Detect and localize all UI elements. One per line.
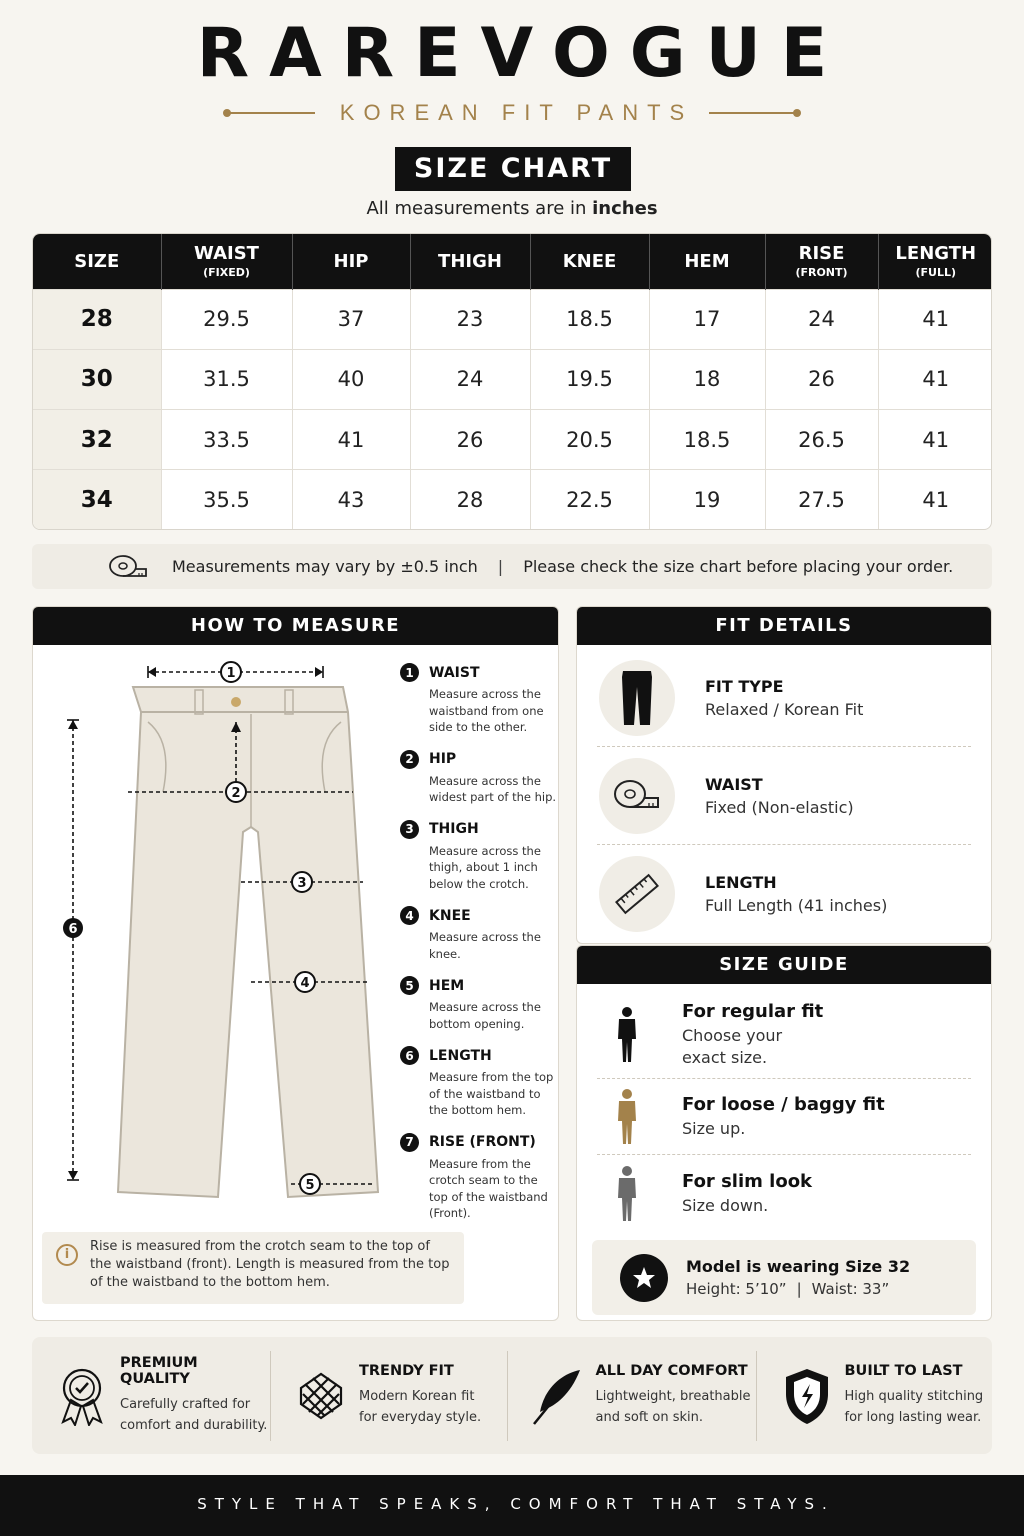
guide-item-regular [597, 991, 971, 1079]
col-header-rise: RISE (FRONT) [765, 234, 878, 289]
person-icon [597, 1006, 657, 1064]
step-title: THIGH [429, 821, 479, 837]
table-cell: 18.5 [530, 289, 649, 349]
units-note-prefix: All measurements are in [366, 198, 593, 219]
table-row [33, 470, 992, 529]
table-cell: 18 [649, 349, 765, 409]
table-cell: 37 [292, 289, 410, 349]
features-bar [32, 1337, 992, 1454]
step-title: HEM [429, 977, 465, 994]
person-icon [597, 1088, 657, 1146]
table-cell: 41 [878, 289, 992, 349]
table-cell: 26 [765, 349, 878, 409]
person-icon [597, 1165, 657, 1223]
table-cell: 41 [878, 470, 992, 529]
step-desc: Measure across the bottom opening. [429, 1000, 541, 1031]
guide-label: For loose / baggy fit [682, 1094, 885, 1115]
feature-title: PREMIUM QUALITY [120, 1355, 198, 1387]
step-rise [400, 1133, 559, 1222]
how-to-measure-panel [32, 606, 559, 1321]
table-cell: 28 [410, 470, 530, 529]
model-info [592, 1240, 976, 1315]
step-title: KNEE [429, 907, 471, 924]
table-row [33, 349, 992, 409]
size-cell: 28 [33, 289, 161, 349]
table-cell: 43 [292, 470, 410, 529]
guide-item-loose [597, 1080, 971, 1155]
step-hip [400, 750, 559, 806]
col-header-waist: WAIST (FIXED) [161, 234, 292, 289]
units-note-unit: inches [592, 198, 658, 219]
guide-value: Size down. [682, 1195, 769, 1215]
table-cell: 40 [292, 349, 410, 409]
table-cell: 31.5 [161, 349, 292, 409]
measure-steps [400, 663, 559, 1236]
step-title: HIP [429, 751, 457, 767]
check-text: Please check the size chart before placing your order. [523, 557, 954, 576]
feature-desc: High quality stitching for long lasting wear. [844, 1389, 984, 1425]
table-cell: 27.5 [765, 470, 878, 529]
step-number: 6 [400, 1046, 419, 1065]
table-cell: 20.5 [530, 410, 649, 470]
step-hem [400, 976, 559, 1032]
feather-icon [530, 1366, 586, 1426]
fit-item-length [597, 845, 971, 943]
step-number: 3 [400, 820, 419, 839]
diagram-label: 2 [231, 786, 241, 801]
ruler-icon [599, 856, 675, 932]
pants-icon [599, 660, 675, 736]
model-size: Model is wearing Size 32 [686, 1257, 911, 1276]
model-waist: Waist: 33” [811, 1280, 890, 1298]
fit-value: Full Length (41 inches) [705, 896, 888, 915]
fit-item-fit-type [597, 649, 971, 747]
model-height: Height: 5’10” [686, 1280, 787, 1298]
fit-value: Fixed (Non-elastic) [705, 797, 854, 817]
step-number: 2 [400, 750, 419, 769]
col-header-hem: HEM [649, 234, 765, 289]
diagram-label: 4 [300, 976, 310, 991]
size-cell: 32 [33, 410, 161, 470]
shield-icon [779, 1366, 835, 1426]
table-cell: 24 [410, 349, 530, 409]
step-title: RISE (FRONT) [429, 1134, 536, 1150]
col-header-length: LENGTH (FULL) [878, 234, 992, 289]
size-guide-title: SIZE GUIDE [577, 946, 991, 984]
tape-measure-icon [599, 758, 675, 834]
brand-subtitle: KOREAN FIT PANTS [339, 100, 694, 125]
col-header-hip: HIP [292, 234, 410, 289]
feature-desc: Carefully crafted for comfort and durability. [120, 1397, 268, 1433]
footer-tagline: STYLE THAT SPEAKS, COMFORT THAT STAYS. [0, 1475, 1024, 1536]
guide-value: Choose your exact size. [682, 1025, 783, 1067]
size-guide-panel [576, 945, 992, 1321]
rosette-check-icon [54, 1366, 110, 1426]
fit-label: WAIST [705, 774, 763, 794]
diagram-label: 1 [226, 666, 236, 681]
feature-desc: Lightweight, breathable and soft on skin. [595, 1389, 751, 1425]
step-desc: Measure from the crotch seam to the top of the waistband (Front). [429, 1156, 548, 1220]
fit-details-title: FIT DETAILS [577, 607, 991, 645]
table-cell: 26.5 [765, 410, 878, 470]
step-desc: Measure across the knee. [429, 930, 541, 961]
divider-right [709, 112, 799, 114]
notice-separator: | [497, 557, 504, 576]
fit-item-waist [597, 747, 971, 845]
table-row [33, 410, 992, 470]
rise-length-info [42, 1232, 464, 1304]
table-row [33, 289, 992, 349]
table-cell: 41 [878, 410, 992, 470]
guide-label: For slim look [682, 1170, 813, 1192]
guide-item-slim [597, 1156, 971, 1231]
fit-value: Relaxed / Korean Fit [705, 699, 864, 719]
step-thigh [400, 820, 559, 893]
measurement-notice [32, 544, 992, 589]
step-title: LENGTH [429, 1047, 492, 1064]
fit-label: FIT TYPE [705, 676, 784, 696]
step-number: 7 [400, 1133, 419, 1152]
diagram-label: 6 [68, 922, 78, 937]
table-cell: 26 [410, 410, 530, 470]
feature-built-to-last [757, 1351, 993, 1441]
step-desc: Measure from the top of the waistband to the bottom hem. [429, 1070, 554, 1117]
col-header-thigh: THIGH [410, 234, 530, 289]
info-icon: i [56, 1244, 78, 1266]
step-number: 5 [400, 976, 419, 995]
feature-title: ALL DAY COMFORT [595, 1363, 748, 1379]
feature-title: BUILT TO LAST [844, 1363, 963, 1379]
brand-logo: RAREVOGUE [196, 14, 848, 93]
step-title: WAIST [429, 664, 480, 681]
pants-diagram [53, 652, 393, 1212]
step-number: 1 [400, 663, 419, 682]
size-chart-title: SIZE CHART [395, 147, 631, 191]
fit-details-panel [576, 606, 992, 944]
table-cell: 17 [649, 289, 765, 349]
size-table [32, 233, 992, 530]
table-cell: 23 [410, 289, 530, 349]
star-icon [620, 1254, 668, 1302]
table-cell: 29.5 [161, 289, 292, 349]
feature-title: TRENDY FIT [359, 1363, 454, 1379]
step-waist [400, 663, 559, 736]
brand-subtitle-row [0, 98, 1024, 128]
feature-all-day-comfort [508, 1351, 757, 1441]
step-length [400, 1046, 559, 1119]
diagram-label: 5 [305, 1178, 315, 1193]
guide-label: For regular fit [682, 1000, 824, 1022]
size-cell: 30 [33, 349, 161, 409]
how-to-measure-title: HOW TO MEASURE [33, 607, 558, 645]
weave-icon [293, 1366, 349, 1426]
tape-measure-icon [108, 552, 150, 582]
table-cell: 41 [878, 349, 992, 409]
variance-text: Measurements may vary by ±0.5 inch [172, 557, 478, 576]
step-desc: Measure across the widest part of the hip. [429, 773, 557, 804]
model-separator: | [796, 1280, 802, 1298]
table-cell: 19.5 [530, 349, 649, 409]
diagram-label: 3 [297, 876, 307, 891]
step-knee [400, 906, 559, 962]
info-text: Rise is measured from the crotch seam to the top of the waistband (front). Length is measured from the top of the waistband to the bottom hem. [90, 1239, 450, 1290]
divider-left [225, 112, 315, 114]
step-number: 4 [400, 906, 419, 925]
fit-label: LENGTH [705, 873, 777, 892]
table-cell: 18.5 [649, 410, 765, 470]
table-cell: 35.5 [161, 470, 292, 529]
size-cell: 34 [33, 470, 161, 529]
table-cell: 41 [292, 410, 410, 470]
feature-trendy-fit [271, 1351, 508, 1441]
units-note [0, 198, 1024, 219]
step-desc: Measure across the waistband from one side to the other. [429, 687, 544, 734]
col-header-size: SIZE [33, 234, 161, 289]
table-cell: 19 [649, 470, 765, 529]
table-cell: 24 [765, 289, 878, 349]
step-desc: Measure across the thigh, about 1 inch below the crotch. [429, 843, 541, 891]
feature-premium-quality [32, 1351, 271, 1441]
guide-value: Size up. [682, 1119, 746, 1138]
col-header-knee: KNEE [530, 234, 649, 289]
table-cell: 22.5 [530, 470, 649, 529]
table-header-row [33, 234, 992, 289]
feature-desc: Modern Korean fit for everyday style. [359, 1389, 482, 1425]
table-cell: 33.5 [161, 410, 292, 470]
